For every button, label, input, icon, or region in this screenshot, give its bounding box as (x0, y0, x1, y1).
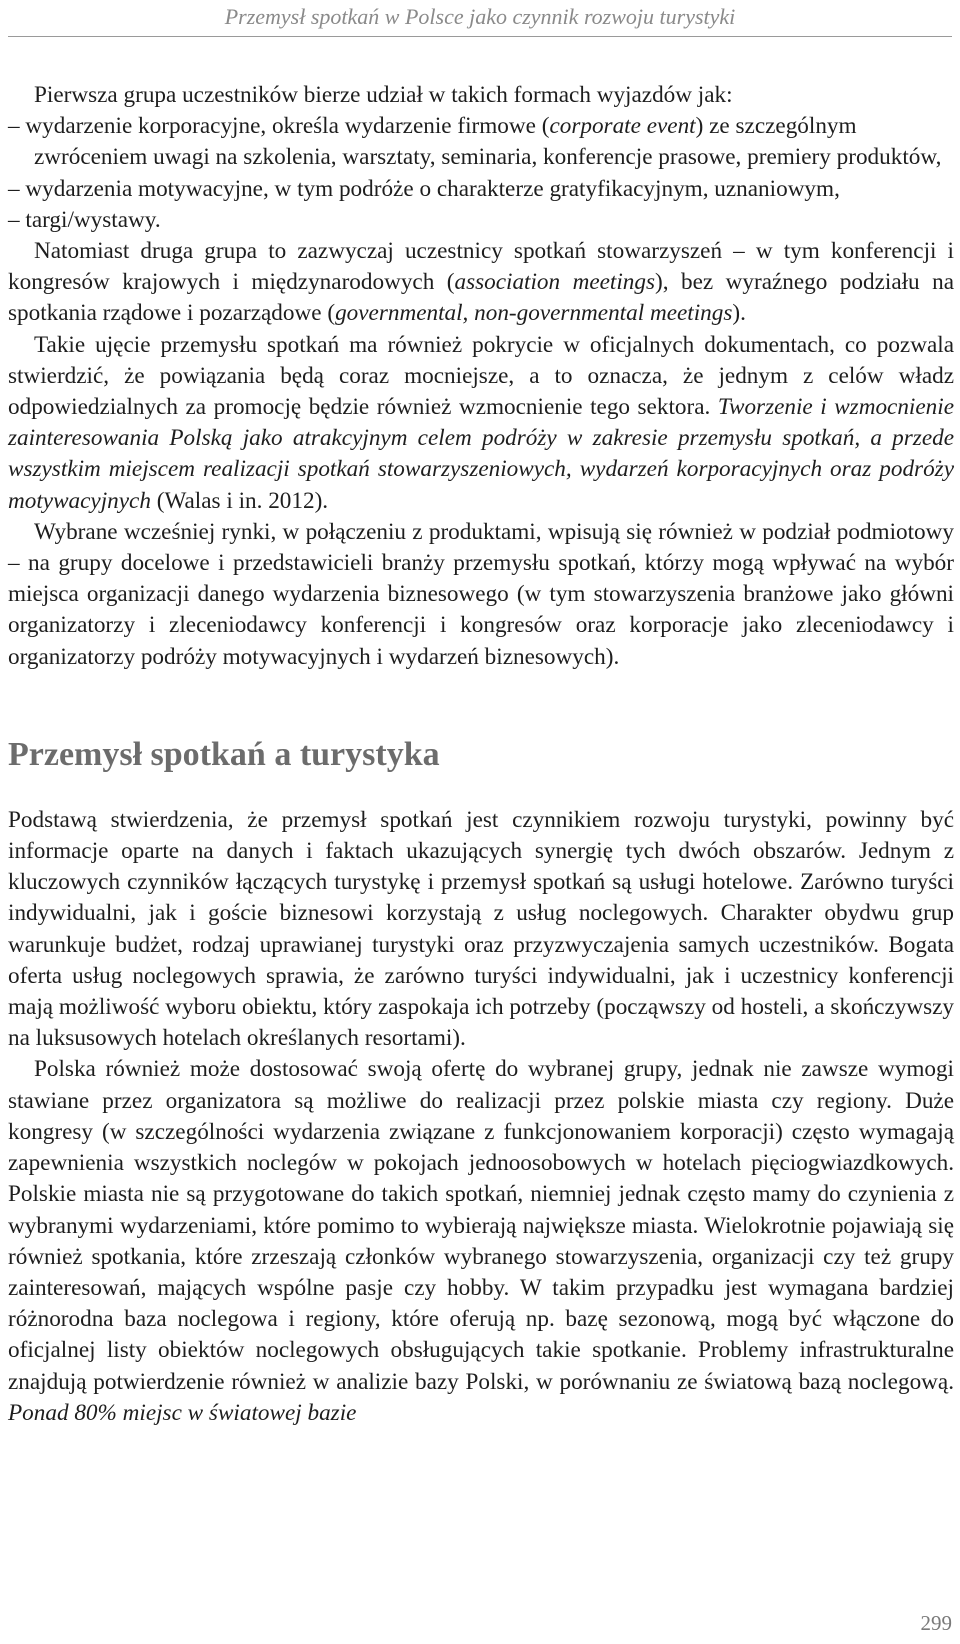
paragraph (8, 236, 954, 330)
paragraph: Podstawą stwierdzenia, że przemysł spotkań jest czynnikiem rozwoju turystyki, powinny być informacje oparte na danych i faktach ukazujących synergię tych dwóch obszarów. Jednym z kluczowych czynników łączących turystykę i przemysł spotkań są usługi hotelowe. Zarówno turyści indywidualni, jak i goście biznesowi korzystają z usług noclegowych. Charakter obydwu grup warunkuje budżet, rodzaj uprawianej turystyki oraz przyzwyczajenia samych uczestników. Bogata oferta usług noclegowych sprawia, że zarówno turyści indywidualni, jak i uczestnicy konferencji mają możliwość wyboru obiektu, który zaspokaja ich potrzeby (począwszy od hosteli, a skończywszy na luksusowych hotelach określanych resortami). (8, 806, 954, 1052)
list-item: – targi/wystawy. (8, 206, 161, 233)
italic-term: corporate event (549, 113, 696, 140)
paragraph-text: ). (732, 300, 746, 327)
italic-quote: Tworzenie i wzmocnienie zainteresowania Polską jako atrakcyjnym celem podróży w zakresie przemysłu spotkań, a przede wszystkim miejscem realizacji spotkań stowarzyszeniowych, wydarzeń korporacyjnych oraz podróży motywacyjnych (8, 394, 954, 514)
page-number: 299 (920, 1611, 952, 1635)
paragraph-text: Polska również może dostosować swoją ofertę do wybranej grupy, jednak nie zawsze wymogi stawiane przez organizatora są możliwe do realizacji przez polskie miasta czy regiony. Duże kongresy (w szczególności wydarzenia związane z funkcjonowaniem korporacji) często wymagają zapewnienia wszystkich noclegów w pokojach jednoosobowych w hotelach pięciogwiazdkowych. Polskie miasta nie są przygotowane do takich spotkań, niemniej jednak często mamy do czynienia z wybranymi wydarzeniami, które pomimo to wybierają największe miasta. Wielokrotnie pojawiają się również spotkania, które zrzeszają członków wybranego stowarzyszenia, organizacji czy też grupy zainteresowań, mających wspólne pasje czy hobby. W takim przypadku jest wymagana bardziej różnorodna baza noclegowa i regiony, które oferują np. bazę sezonową, mogą być włączone do oficjalnej listy obiektów noclegowych obsługujących takie spotkanie. Problemy infrastrukturalne znajdują potwierdzenie również w analizie bazy Polski, w porównaniu ze światową bazą noclegową. (8, 1056, 954, 1395)
paragraph (8, 1054, 954, 1428)
italic-term: governmental, non-governmental meetings (335, 300, 733, 327)
intro-lead: Pierwsza grupa uczestników bierze udział w takich formach wyjazdów jak: (34, 82, 733, 108)
running-head: Przemysł spotkań w Polsce jako czynnik rozwoju turystyki (224, 4, 736, 29)
list-item-text: – wydarzenie korporacyjne, określa wydarzenie firmowe ( (8, 113, 550, 140)
paragraph: Wybrane wcześniej rynki, w połączeniu z produktami, wpisują się również w podział podmiotowy – na grupy docelowe i przedstawicieli branży przemysłu spotkań, którzy mogą wpływać na wybór miejsca organizacji danego wydarzenia biznesowego (w tym stowarzyszenia branżowe jako główni organizatorzy i zleceniodawcy konferencji i kongresów oraz korporacje jako zleceniodawcy i organizatorzy podróży motywacyjnych i wydarzeń biznesowych). (8, 518, 954, 670)
paragraph-text: Takie ujęcie przemysłu spotkań ma również pokrycie w oficjalnych dokumentach, co pozwala stwierdzić, że powiązania będą coraz mocniejsze, a to oznacza, że jednym z celów władz odpowiedzialnych za promocję będzie również wzmocnienie tego sektora. (8, 331, 954, 421)
list-item-text: ) ze szczególnym zwróceniem uwagi na szkolenia, warsztaty, seminaria, konferencje prasowe, premiery produktów, (34, 113, 942, 171)
citation: (Walas i in. 2012). (150, 487, 329, 514)
list-item: – wydarzenia motywacyjne, w tym podróże o charakterze gratyfikacyjnym, uznaniowym, (8, 175, 840, 202)
paragraph-text: ), bez wyraźnego podziału na spotkania rządowe i pozarządowe ( (8, 269, 954, 327)
paragraph (8, 330, 954, 517)
list-item (8, 111, 954, 173)
italic-quote: Ponad 80% miejsc w światowej bazie (8, 1399, 357, 1426)
paragraph-text: Natomiast druga grupa to zazwyczaj uczestnicy spotkań stowarzyszeń – w tym konferencji i kongresów krajowych i międzynarodowych ( (8, 238, 954, 296)
section-heading: Przemysł spotkań a turystyka (8, 735, 440, 773)
header-rule (8, 36, 952, 37)
italic-term: association meetings (454, 269, 656, 296)
page-body (8, 80, 954, 1429)
